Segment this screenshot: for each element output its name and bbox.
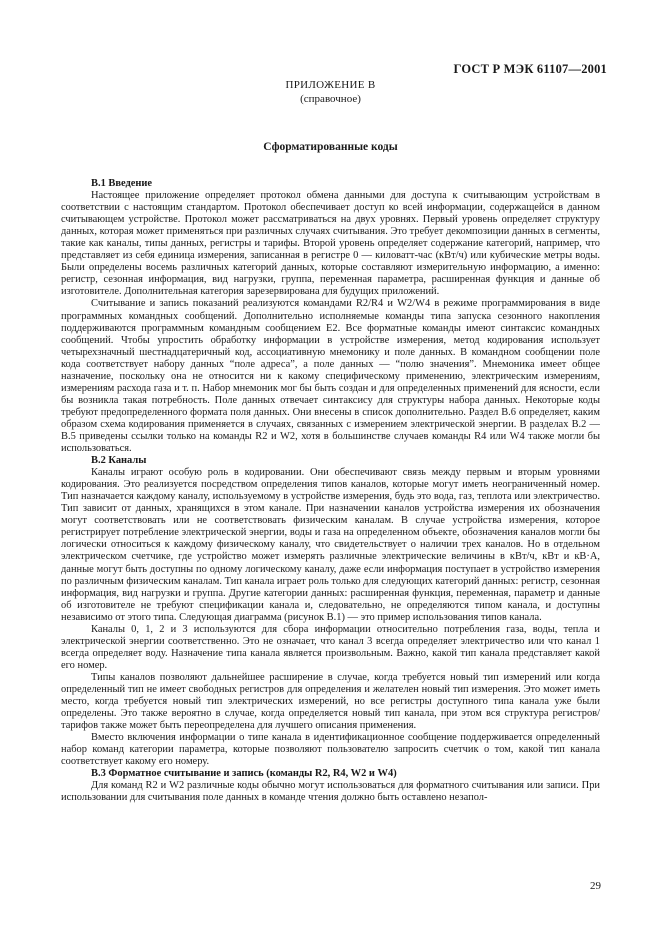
paragraph: Каналы 0, 1, 2 и 3 используются для сбора информации относительно потребления газа, воды, тепла и электрической энергии соответственно. Это не означает, что канал 3 всегда определяет электричество или что канал 1 всегда определяет воду. Назначение типа канала является произвольным. Важно, какой тип канала представляет какой его номер. bbox=[61, 623, 600, 671]
section-heading-b3: В.3 Форматное считывание и запись (команды R2, R4, W2 и W4) bbox=[91, 768, 397, 780]
section-heading-b2: В.2 Каналы bbox=[91, 455, 147, 467]
page-number: 29 bbox=[590, 880, 601, 892]
paragraph: Типы каналов позволяют дальнейшее расширение в случае, когда требуется новый тип измерений или когда определенный тип не имеет свободных регистров для определения и желателен новый тип измерения. Это может иметь место, когда требуется новый тип электрических измерений, но все регистры доступного типа канала уже были определены. Это также вероятно в случае, когда определяется новый тип канала, при этом вся структура регистров/тарифов также может быть переопределена для лучшего описания применения. bbox=[61, 671, 600, 732]
paragraph: Считывание и запись показаний реализуются командами R2/R4 и W2/W4 в режиме программирования в виде программных командных сообщений. Дополнительно исполняемые команды типа запуска сезонного накопления поддерживаются программным командным сообщением E2. Все форматные команды имеют синтаксис командных сообщений. Чтобы упростить обработку информации в устройстве измерения, метод кодирования использует четырехзначный шестнадцатеричный код, ассоциативную мнемонику и поле данных. В командном сообщении поле кода соответствует набору данных “поле адреса”, а поле данных — “полю значения”. Мнемоника имеет общее назначение, поскольку она не относится ни к какому специфическому применению, электрическим измерениям, измерениям расхода газа и т. п. Набор мнемоник мог бы быть создан и для определенных применений для ясности, если бы возникла такая потребность. Поле данных отвечает синтаксису для структуры набора данных. Некоторые коды требуют предопределенного формата поля данных. Они внесены в список дополнительно. Раздел В.6 определяет, каким образом схема кодирования применяется в случаях, связанных с измерением электрической энергии. В разделах В.2 — В.5 приведены ссылки только на команды R2 и W2, хотя в большинстве случаев команды R4 или W4 также могли бы использоваться. bbox=[61, 298, 600, 455]
document-title: Сформатированные коды bbox=[263, 141, 398, 153]
paragraph: Настоящее приложение определяет протокол обмена данными для доступа к считывающим устройствам в соответствии с настоящим стандартом. Протокол обеспечивает доступ ко всей информации, содержащейся в данном считывающем устройстве. Протокол может рассматриваться на двух уровнях. Первый уровень определяет структуру данных, которая может применяться при различных случаях считывания. Это требует декомпозиции данных в сегменты, такие как каналы, типы данных, регистры и тарифы. Второй уровень определяет содержание категорий, например, что представляет из себя единица измерения, записанная в регистре 0 — киловатт-час (кВт/ч) или кубические метры воды. Были определены восемь различных категорий данных, которые составляют измерительную информацию, а именно: регистр, сезонная информация, вид нагрузки, группа, переменная параметра, расширенная функция и данные об изготовителе. Дополнительная категория зарезервирована для будущих приложений. bbox=[61, 190, 600, 298]
standard-designation: ГОСТ Р МЭК 61107—2001 bbox=[453, 62, 607, 76]
document-body bbox=[61, 178, 600, 804]
section-heading-b1: В.1 Введение bbox=[91, 178, 153, 189]
paragraph: Для команд R2 и W2 различные коды обычно могут использоваться для форматного считывания или записи. При использовании для считывания поле данных в команде чтения должно быть оставлено незапол- bbox=[61, 780, 600, 804]
paragraph: Каналы играют особую роль в кодировании. Они обеспечивают связь между первым и вторым уровнями кодирования. Это реализуется посредством определения типов каналов, которые могут иметь неограниченный номер. Тип назначается каждому каналу, используемому в устройстве измерения, будь это вода, газ, теплота или электричество. Тип зависит от данных, хранящихся в этом канале. При назначении каналов устройства измерения их обозначения могут соответствовать или не соответствовать физическим каналам. В случае устройства измерения, которое регистрирует потребление электрической энергии, воды и газа на определенном объекте, обозначения каналов могли бы логически относиться к каждому физическому каналу, что свидетельствует о наличии трех каналов. Но в отдельном электрическом счетчике, где устройство может измерять различные электрические величины в кВт/ч, кВт и кВ·А, данные могут быть доступны по одному логическому каналу, даже если информация поступает в устройство измерения по различным физическим каналам. Тип канала играет роль только для следующих категорий данных: регистр, сезонная информация, вид нагрузки и группа. Другие категории данных: расширенная функция, переменная, параметр и данные об изготовителе не требуют спецификации канала и, следовательно, не определяются типом канала, и доступны независимо от этого типа. Следующая диаграмма (рисунок В.1) — это пример использования типов канала. bbox=[61, 467, 600, 623]
paragraph: Вместо включения информации о типе канала в идентификационное сообщение поддерживается определенный набор команд категории параметра, которые позволяют пользователю запросить счетчик о том, какой тип канала соответствует какому его номеру. bbox=[61, 732, 600, 768]
appendix-subtitle: (справочное) bbox=[300, 93, 361, 105]
appendix-title: ПРИЛОЖЕНИЕ В bbox=[285, 79, 376, 91]
